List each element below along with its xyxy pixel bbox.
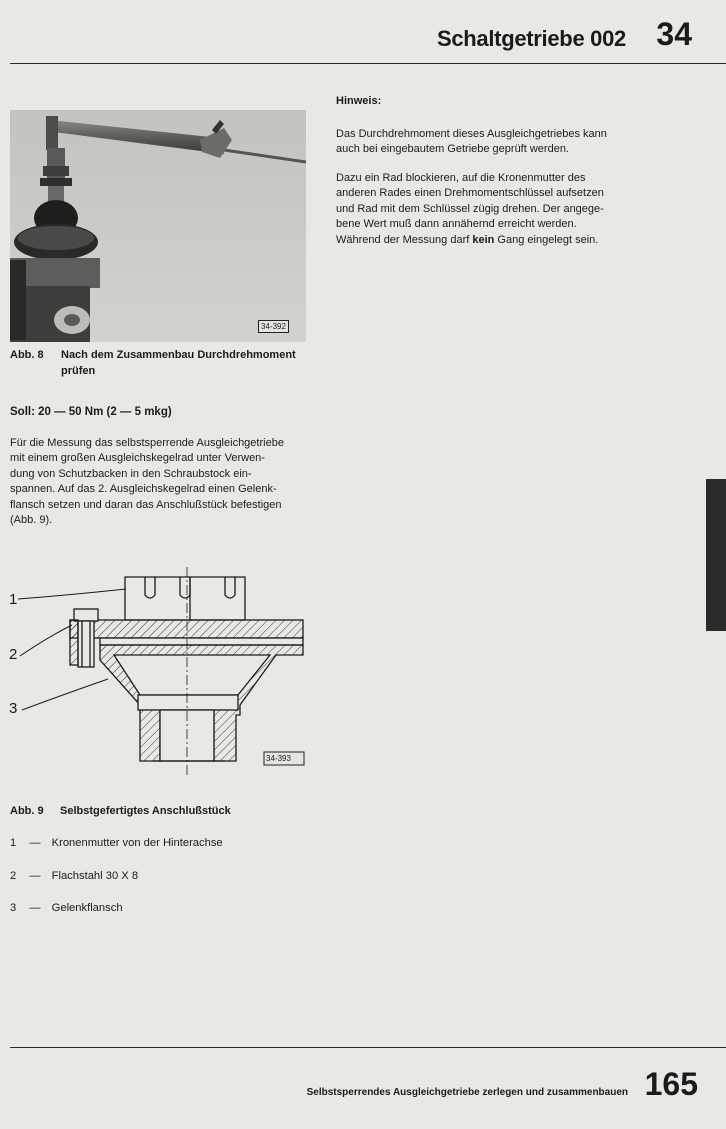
torque-spec: Soll: 20 — 50 Nm (2 — 5 mkg)	[10, 406, 172, 418]
measurement-instructions	[10, 436, 310, 528]
note-heading: Hinweis:	[336, 95, 382, 107]
legend-item	[10, 837, 223, 849]
header-rule	[10, 63, 726, 64]
instruction-line: Für die Messung das selbstsperrende Ausgleichgetriebe	[10, 437, 284, 449]
figure-9-ref-number: 34-393	[266, 754, 291, 763]
legend-text: Gelenkflansch	[51, 902, 123, 914]
figure-8-caption-line1: Nach dem Zusammenbau Durchdrehmoment	[61, 349, 296, 361]
note-line: bene Wert muß dann annähernd erreicht werden.	[336, 218, 577, 231]
footer-rule	[10, 1047, 726, 1048]
instruction-line: (Abb. 9).	[10, 514, 53, 527]
legend-text: Kronenmutter von der Hinterachse	[51, 837, 223, 849]
torque-measurement-illustration	[10, 110, 306, 342]
instruction-line: dung von Schutzbacken in den Schraubstock ein-	[10, 467, 252, 480]
note-line: und Rad mit dem Schlüssel zügig drehen. Der angege-	[336, 202, 604, 215]
figure-8-label: Abb. 8	[10, 349, 44, 361]
note-line: auch bei eingebautem Getriebe geprüft werden.	[336, 143, 569, 156]
callout-3: 3	[9, 700, 18, 717]
section-number: 34	[656, 16, 692, 52]
instruction-line: mit einem großen Ausgleichskegelrad unter Verwen-	[10, 452, 265, 465]
note-line: Dazu ein Rad blockieren, auf die Kronenmutter des	[336, 172, 586, 184]
callout-2: 2	[9, 646, 18, 663]
page-number: 165	[644, 1066, 698, 1102]
note-text: Gang eingelegt sein.	[494, 233, 599, 246]
figure-9-label: Abb. 9	[10, 805, 44, 817]
legend-item	[10, 870, 138, 882]
legend-text: Flachstahl 30 X 8	[51, 870, 139, 882]
note-text: Während der Messung darf	[336, 233, 473, 246]
note-emphasis: kein	[472, 233, 495, 246]
instruction-line: spannen. Auf das 2. Ausgleichskegelrad einen Gelenk-	[10, 483, 277, 496]
note-line	[336, 233, 656, 248]
legend-item	[10, 902, 123, 914]
note-paragraph-1	[336, 127, 646, 158]
note-paragraph-2	[336, 171, 656, 248]
note-line: Das Durchdrehmoment dieses Ausgleichgetriebes kann	[336, 128, 607, 140]
footer-title: Selbstsperrendes Ausgleichgetriebe zerlegen und zusammenbauen	[306, 1087, 628, 1098]
figure-8-ref-number: 34-392	[258, 320, 289, 333]
instruction-line: flansch setzen und daran das Anschlußstück befestigen	[10, 498, 282, 511]
figure-8-photo	[10, 110, 306, 342]
figure-9-caption: Selbstgefertigtes Anschlußstück	[60, 805, 231, 817]
legend-number: 3	[10, 902, 17, 914]
legend-dash: —	[29, 902, 41, 914]
note-line: anderen Rades einen Drehmomentschlüssel aufsetzen	[336, 187, 604, 200]
figure-8-caption-line2: prüfen	[61, 365, 96, 377]
legend-dash: —	[29, 870, 41, 882]
header-title: Schaltgetriebe 002	[436, 26, 626, 51]
legend-dash: —	[29, 837, 41, 849]
section-thumb-tab	[706, 479, 726, 631]
callout-1: 1	[9, 591, 18, 608]
legend-number: 1	[10, 837, 17, 849]
figure-9-technical-drawing	[0, 565, 320, 780]
legend-number: 2	[10, 870, 17, 882]
